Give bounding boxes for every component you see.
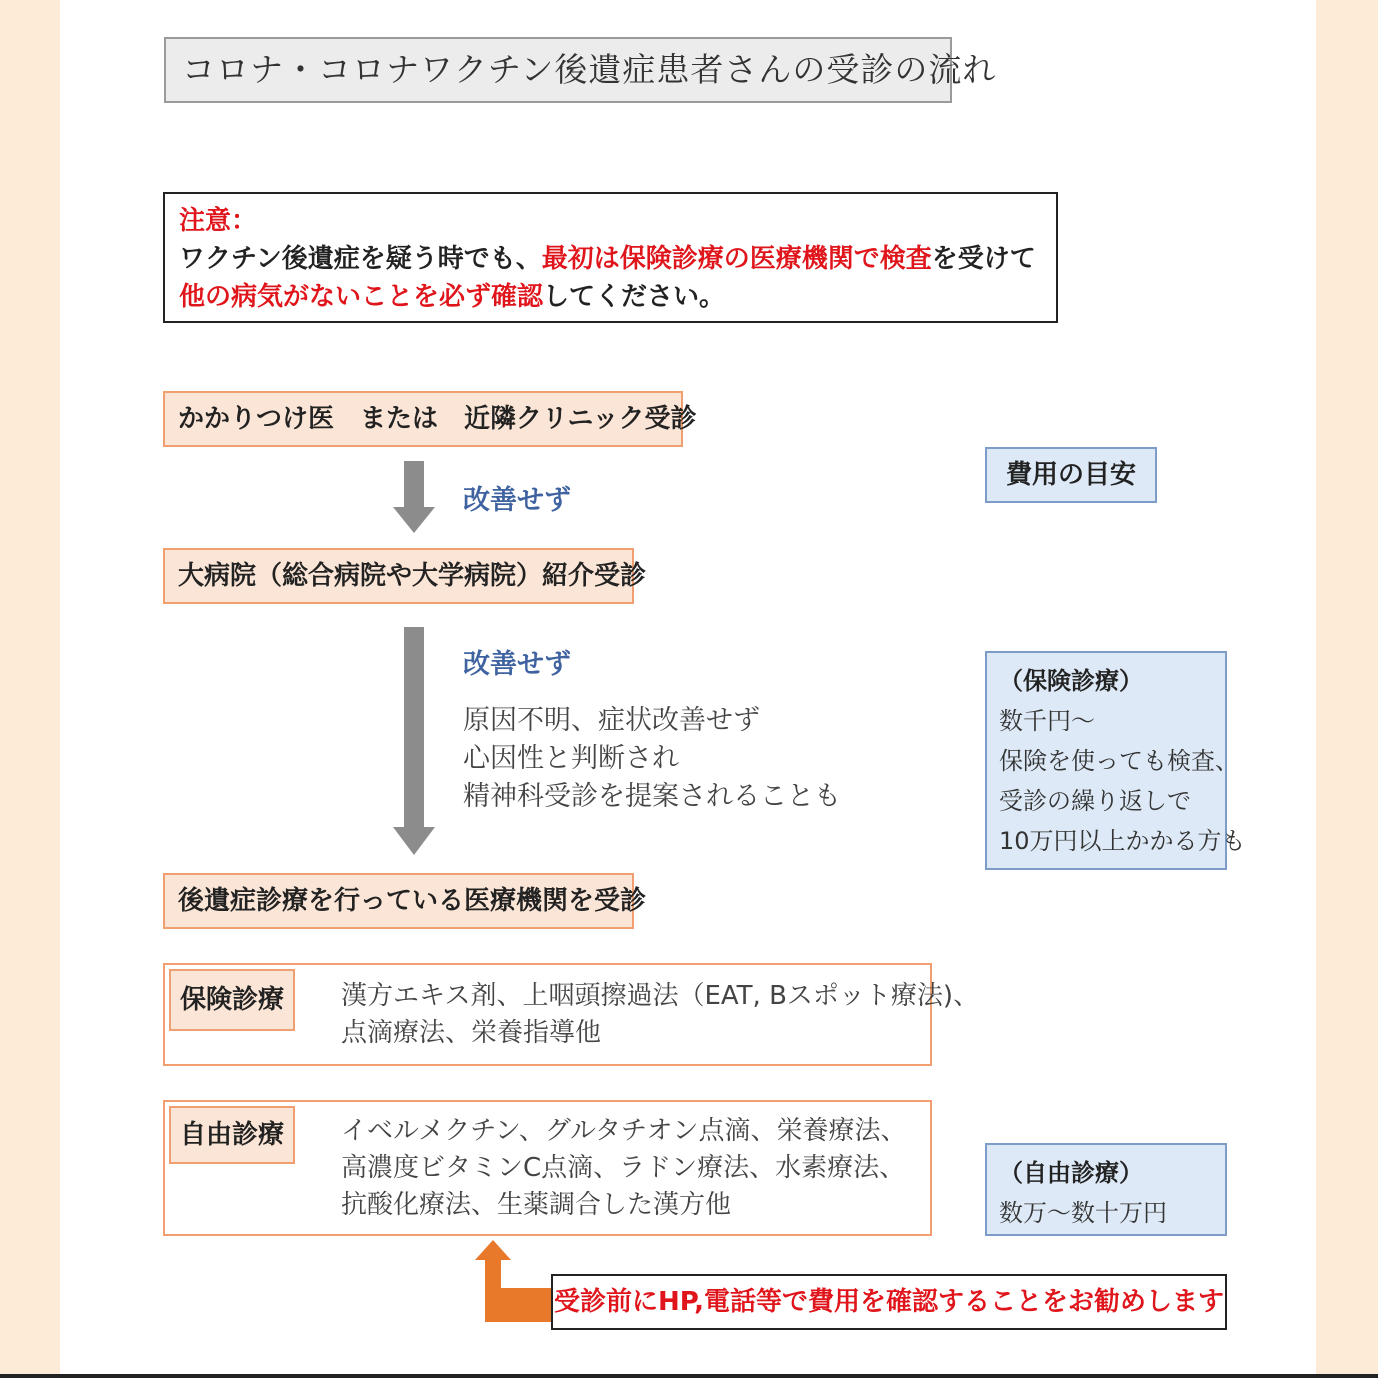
cost-insurance-line: 保険を使っても検査、	[999, 747, 1239, 775]
free-treatment-list	[341, 1113, 907, 1224]
insurance-treatment-line: 漢方エキス剤、上咽頭擦過法（EAT, Bスポット療法)、	[341, 981, 980, 1011]
notice-line1-pre: ワクチン後遺症を疑う時でも、	[179, 244, 542, 274]
cost-free-box	[985, 1143, 1227, 1236]
down-arrow-2	[393, 627, 435, 855]
step-aftereffect-clinic: 後遺症診療を行っている医療機関を受診	[163, 873, 634, 929]
page-title: コロナ・コロナワクチン後遺症患者さんの受診の流れ	[164, 37, 952, 103]
up-turn-arrow	[475, 1240, 551, 1322]
cost-advice-box: 受診前にHP,電話等で費用を確認することをお勧めします	[551, 1274, 1227, 1330]
free-treatment-line: 高濃度ビタミンC点滴、ラドン療法、水素療法、	[341, 1153, 906, 1183]
free-treatment-line: 抗酸化療法、生薬調合した漢方他	[341, 1190, 732, 1220]
bottom-divider	[0, 1374, 1378, 1378]
cost-insurance-box	[985, 651, 1246, 870]
insurance-treatment-list	[341, 978, 979, 1052]
down-arrow-1	[393, 461, 435, 533]
notice-line1-highlight: 最初は保険診療の医療機関で検査	[541, 244, 932, 274]
cost-insurance-line: 数千円〜	[999, 707, 1095, 735]
step-family-doctor: かかりつけ医 または 近隣クリニック受診	[163, 391, 683, 447]
notice-heading: 注意：	[179, 206, 258, 236]
psych-note-line: 原因不明、症状改善せず	[463, 705, 760, 736]
cost-insurance-line: 10万円以上かかる方も	[999, 827, 1246, 855]
no-improvement-label-1: 改善せず	[463, 485, 571, 516]
step-big-hospital: 大病院（総合病院や大学病院）紹介受診	[163, 548, 634, 604]
psych-note-line: 精神科受診を提案されることも	[463, 781, 841, 812]
notice-line1-post: を受けて	[931, 244, 1036, 274]
free-treatment-line: イベルメクチン、グルタチオン点滴、栄養療法、	[341, 1116, 907, 1146]
psych-note	[463, 702, 841, 816]
cost-insurance-line: 受診の繰り返しで	[999, 787, 1191, 815]
insurance-treatment-tag: 保険診療	[169, 969, 295, 1031]
cost-estimate-title: 費用の目安	[985, 447, 1157, 503]
notice-line2-highlight: 他の病気がないことを必ず確認	[179, 282, 544, 312]
cost-free-line: 数万〜数十万円	[999, 1199, 1167, 1227]
cost-insurance-head: （保険診療）	[999, 667, 1143, 695]
free-treatment-tag: 自由診療	[169, 1106, 295, 1164]
insurance-treatment-line: 点滴療法、栄養指導他	[341, 1018, 602, 1048]
psych-note-line: 心因性と判断され	[463, 743, 679, 774]
cost-free-head: （自由診療）	[999, 1159, 1143, 1187]
no-improvement-label-2: 改善せず	[463, 649, 571, 680]
notice-line2-post: してください。	[543, 282, 726, 312]
